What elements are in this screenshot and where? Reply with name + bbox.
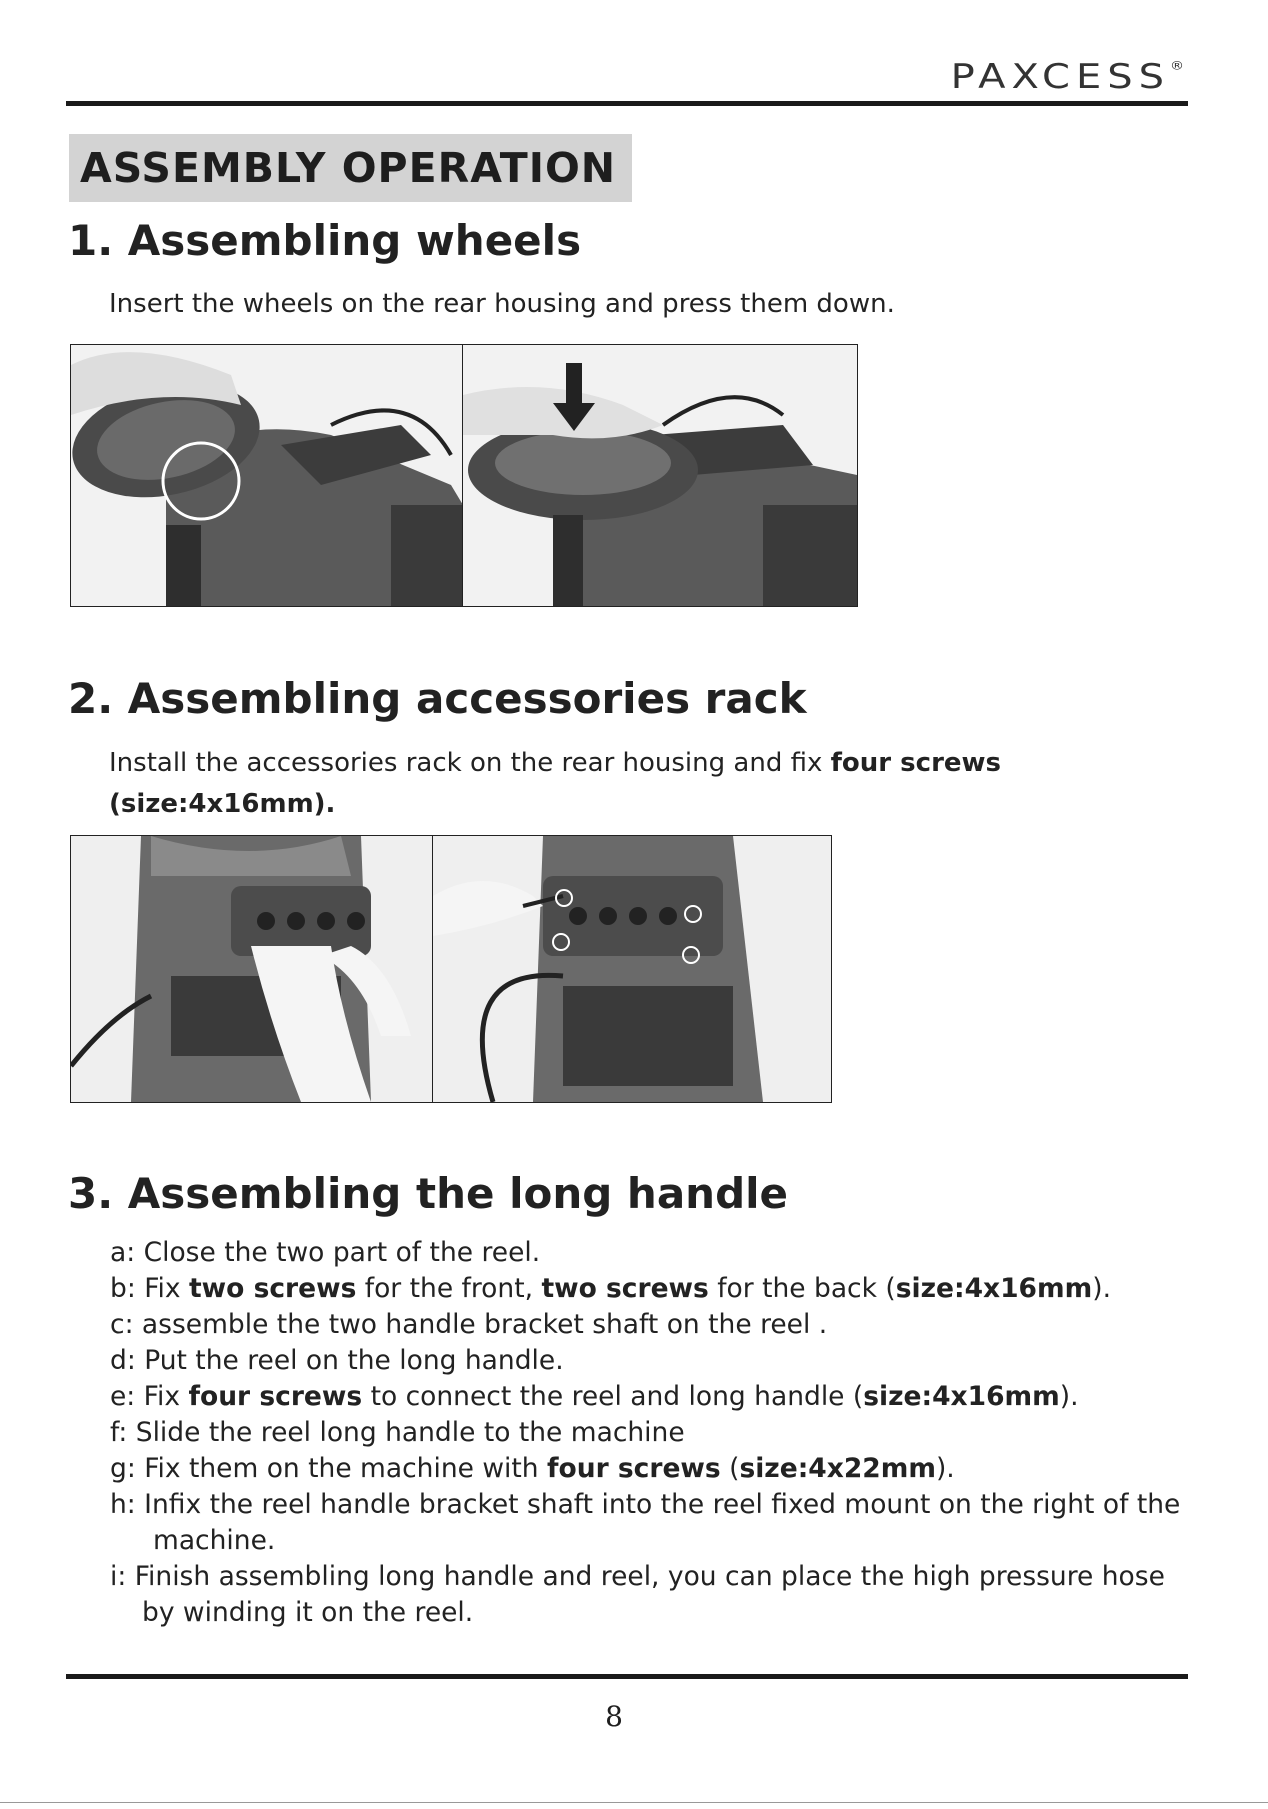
- step-text: Close the two part of the reel.: [143, 1237, 541, 1268]
- rack-photo-2: [432, 835, 832, 1103]
- banner-title: ASSEMBLY OPERATION: [80, 144, 617, 192]
- step-text-bold: two screws: [188, 1273, 357, 1304]
- step-item: [110, 1271, 1180, 1307]
- step-text: ).: [1059, 1381, 1079, 1412]
- step-text-bold: four screws: [188, 1381, 363, 1412]
- header-rule: [66, 101, 1188, 106]
- step-label: e:: [110, 1381, 144, 1412]
- page-number: 8: [605, 1700, 623, 1733]
- section2-heading: 2. Assembling accessories rack: [68, 674, 807, 723]
- step-text-bold: size:4x16mm: [863, 1381, 1060, 1412]
- section2-text-prefix: Install the accessories rack on the rear housing and fix: [109, 748, 831, 778]
- rack-photo-1: [70, 835, 434, 1103]
- step-label: g:: [110, 1453, 145, 1484]
- step-item: [110, 1343, 1180, 1379]
- step-item: [110, 1559, 1180, 1595]
- section2-text-bold: four screws: [830, 748, 1002, 778]
- step-item: [110, 1235, 1180, 1271]
- step-text-bold: size:4x22mm: [739, 1453, 936, 1484]
- step-item: [110, 1307, 1180, 1343]
- page-edge-line: [0, 1802, 1268, 1803]
- wheel-photo-1: [70, 344, 464, 607]
- brand-name: PAXCESS: [950, 57, 1170, 97]
- step-item: [110, 1451, 1180, 1487]
- step-text: Fix: [143, 1381, 189, 1412]
- section2-text-line2: (size:4x16mm).: [109, 789, 336, 819]
- step-text-bold: four screws: [547, 1453, 721, 1484]
- step-text: (: [720, 1453, 740, 1484]
- step-text: for the front,: [356, 1273, 542, 1304]
- section1-heading: 1. Assembling wheels: [68, 216, 582, 265]
- step-label: i:: [110, 1561, 135, 1592]
- step-continuation: by winding it on the reel.: [142, 1597, 474, 1628]
- brand-logo: [951, 57, 1184, 96]
- step-text: Put the reel on the long handle.: [144, 1345, 564, 1376]
- section-banner: [69, 134, 632, 202]
- step-label: h:: [110, 1489, 145, 1520]
- step-item: [110, 1487, 1180, 1523]
- step-text-bold: size:4x16mm: [895, 1273, 1093, 1304]
- step-text: assemble the two handle bracket shaft on the reel .: [141, 1309, 828, 1340]
- step-text: Fix them on the machine with: [144, 1453, 547, 1484]
- step-text: to connect the reel and long handle (: [362, 1381, 864, 1412]
- section1-text: Insert the wheels on the rear housing and press them down.: [109, 289, 895, 319]
- step-text: Slide the reel long handle to the machine: [135, 1417, 685, 1448]
- step-item: [110, 1415, 1180, 1451]
- wheel-photo-2: [462, 344, 858, 607]
- step-continuation: machine.: [153, 1525, 276, 1556]
- step-label: a:: [110, 1237, 144, 1268]
- registered-mark: ®: [1170, 59, 1184, 73]
- step-label: c:: [110, 1309, 142, 1340]
- step-label: b:: [110, 1273, 145, 1304]
- assembly-steps-list: [110, 1235, 1180, 1631]
- section3-heading: 3. Assembling the long handle: [68, 1169, 789, 1218]
- step-item: [110, 1379, 1180, 1415]
- step-text: for the back (: [708, 1273, 896, 1304]
- step-text: ).: [935, 1453, 955, 1484]
- step-text: Fix: [144, 1273, 189, 1304]
- footer-rule: [66, 1674, 1188, 1679]
- step-text: Infix the reel handle bracket shaft into the reel fixed mount on the right of the: [144, 1489, 1181, 1520]
- step-text: ).: [1092, 1273, 1111, 1304]
- section2-text: [109, 745, 1001, 781]
- step-text-bold: two screws: [541, 1273, 709, 1304]
- step-label: d:: [110, 1345, 145, 1376]
- step-text: Finish assembling long handle and reel, you can place the high pressure hose: [134, 1561, 1165, 1592]
- step-label: f:: [110, 1417, 136, 1448]
